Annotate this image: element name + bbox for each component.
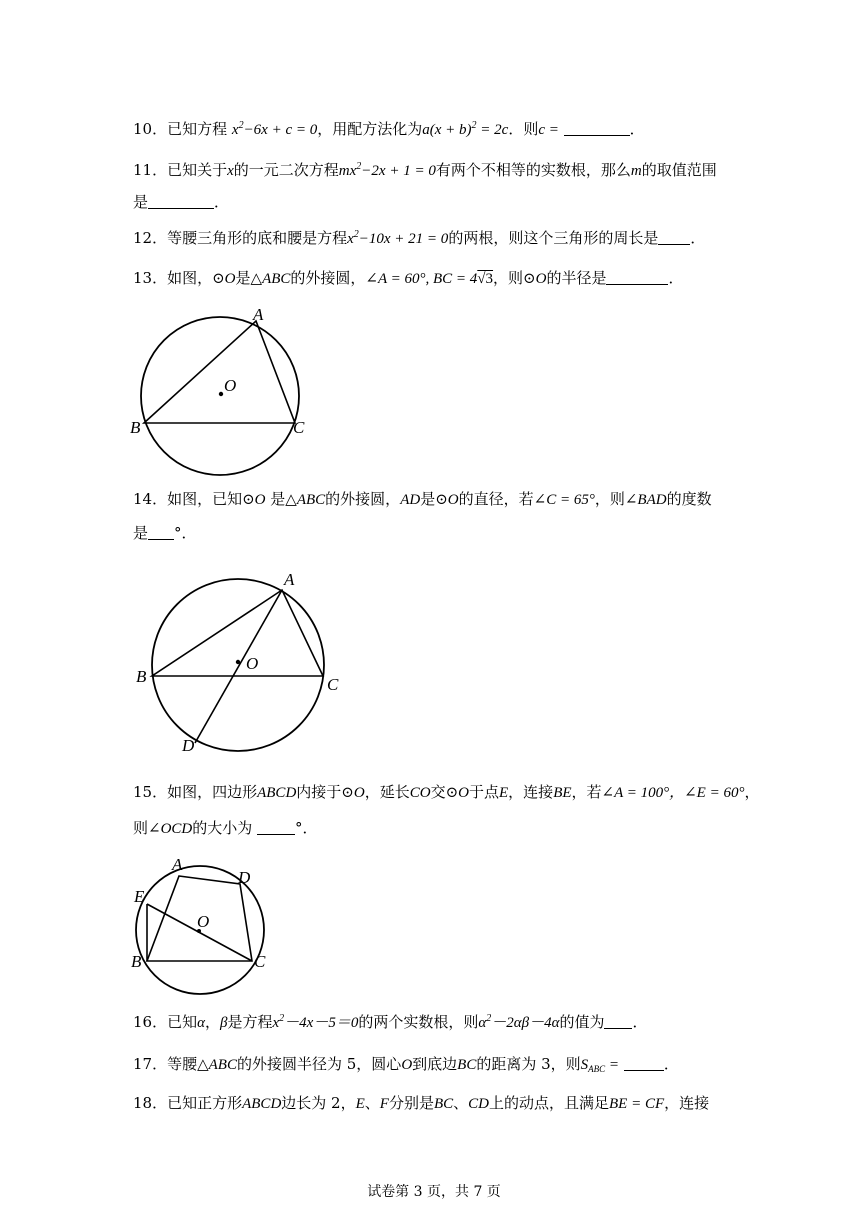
- figure-13-circle-triangle: [125, 300, 305, 480]
- question-13: 13．如图，⊙O是△ABC的外接圆，∠A = 60°, BC = 4√3，则⊙O的半径是 ．: [133, 269, 684, 287]
- label-A: A: [284, 570, 295, 589]
- label-A: A: [172, 855, 183, 874]
- question-11: 11．已知关于x的一元二次方程$mx^2-2x + 1 = 0$有两个不相等的实数根，那么m的取值范围: [133, 161, 717, 179]
- question-12: 12．等腰三角形的底和腰是方程$x^2-10x + 21 = 0$的两根，则这个三角形的周长是 ．: [133, 229, 706, 247]
- answer-blank[interactable]: [257, 820, 295, 835]
- label-O: O: [246, 654, 259, 673]
- question-15: 15．如图，四边形ABCD内接于⊙O，延长CO交⊙O于点E，连接BE，若∠A = 100°，∠E = 60°，: [133, 783, 760, 801]
- label-A: A: [253, 305, 264, 324]
- label-C: C: [327, 675, 339, 694]
- question-11-cont: 是 ．: [133, 193, 230, 211]
- question-16: 16．已知α，β是方程$x^2-4x-5=0$的两个实数根，则$\alpha^2-2\alpha\beta-4\alpha$的值为 ．: [133, 1013, 648, 1031]
- label-D: D: [182, 736, 195, 755]
- label-O: O: [224, 376, 237, 395]
- question-18: 18．已知正方形ABCD边长为 2，E、F分别是BC、CD上的动点，且满足BE = CF，连接: [133, 1094, 710, 1112]
- label-B: B: [136, 667, 147, 686]
- label-C: C: [293, 418, 305, 437]
- figure-14-circle-diameter: [130, 568, 345, 758]
- figure-15-cyclic-quadrilateral: [127, 850, 287, 995]
- question-15-cont: 则∠OCD的大小为 °．: [133, 819, 318, 837]
- label-B: B: [131, 952, 142, 971]
- label-C: C: [254, 952, 266, 971]
- answer-blank[interactable]: [564, 121, 630, 136]
- answer-blank[interactable]: [606, 270, 668, 285]
- label-O: O: [197, 912, 210, 931]
- label-D: D: [238, 868, 251, 887]
- answer-blank[interactable]: [148, 194, 214, 209]
- answer-blank[interactable]: [148, 525, 174, 540]
- answer-blank[interactable]: [624, 1056, 664, 1071]
- question-14: 14．如图，已知⊙O 是△ABC的外接圆，AD是⊙O的直径，若∠C = 65°，则∠BAD的度数: [133, 490, 712, 508]
- question-17: 17．等腰△ABC的外接圆半径为 5，圆心O到底边BC的距离为 3，则$S_{ABC}$ = ．: [133, 1055, 679, 1074]
- answer-blank[interactable]: [658, 230, 690, 245]
- label-B: B: [130, 418, 141, 437]
- question-10: 10．已知方程 $x^2-6x + c = 0$，用配方法化为$a(x + b)^2 = 2c$．则c = ．: [133, 120, 645, 138]
- page-footer: 试卷第 3 页，共 7 页: [367, 1184, 501, 1200]
- answer-blank[interactable]: [604, 1014, 632, 1029]
- question-14-cont: 是 °．: [133, 524, 197, 542]
- label-E: E: [134, 887, 145, 906]
